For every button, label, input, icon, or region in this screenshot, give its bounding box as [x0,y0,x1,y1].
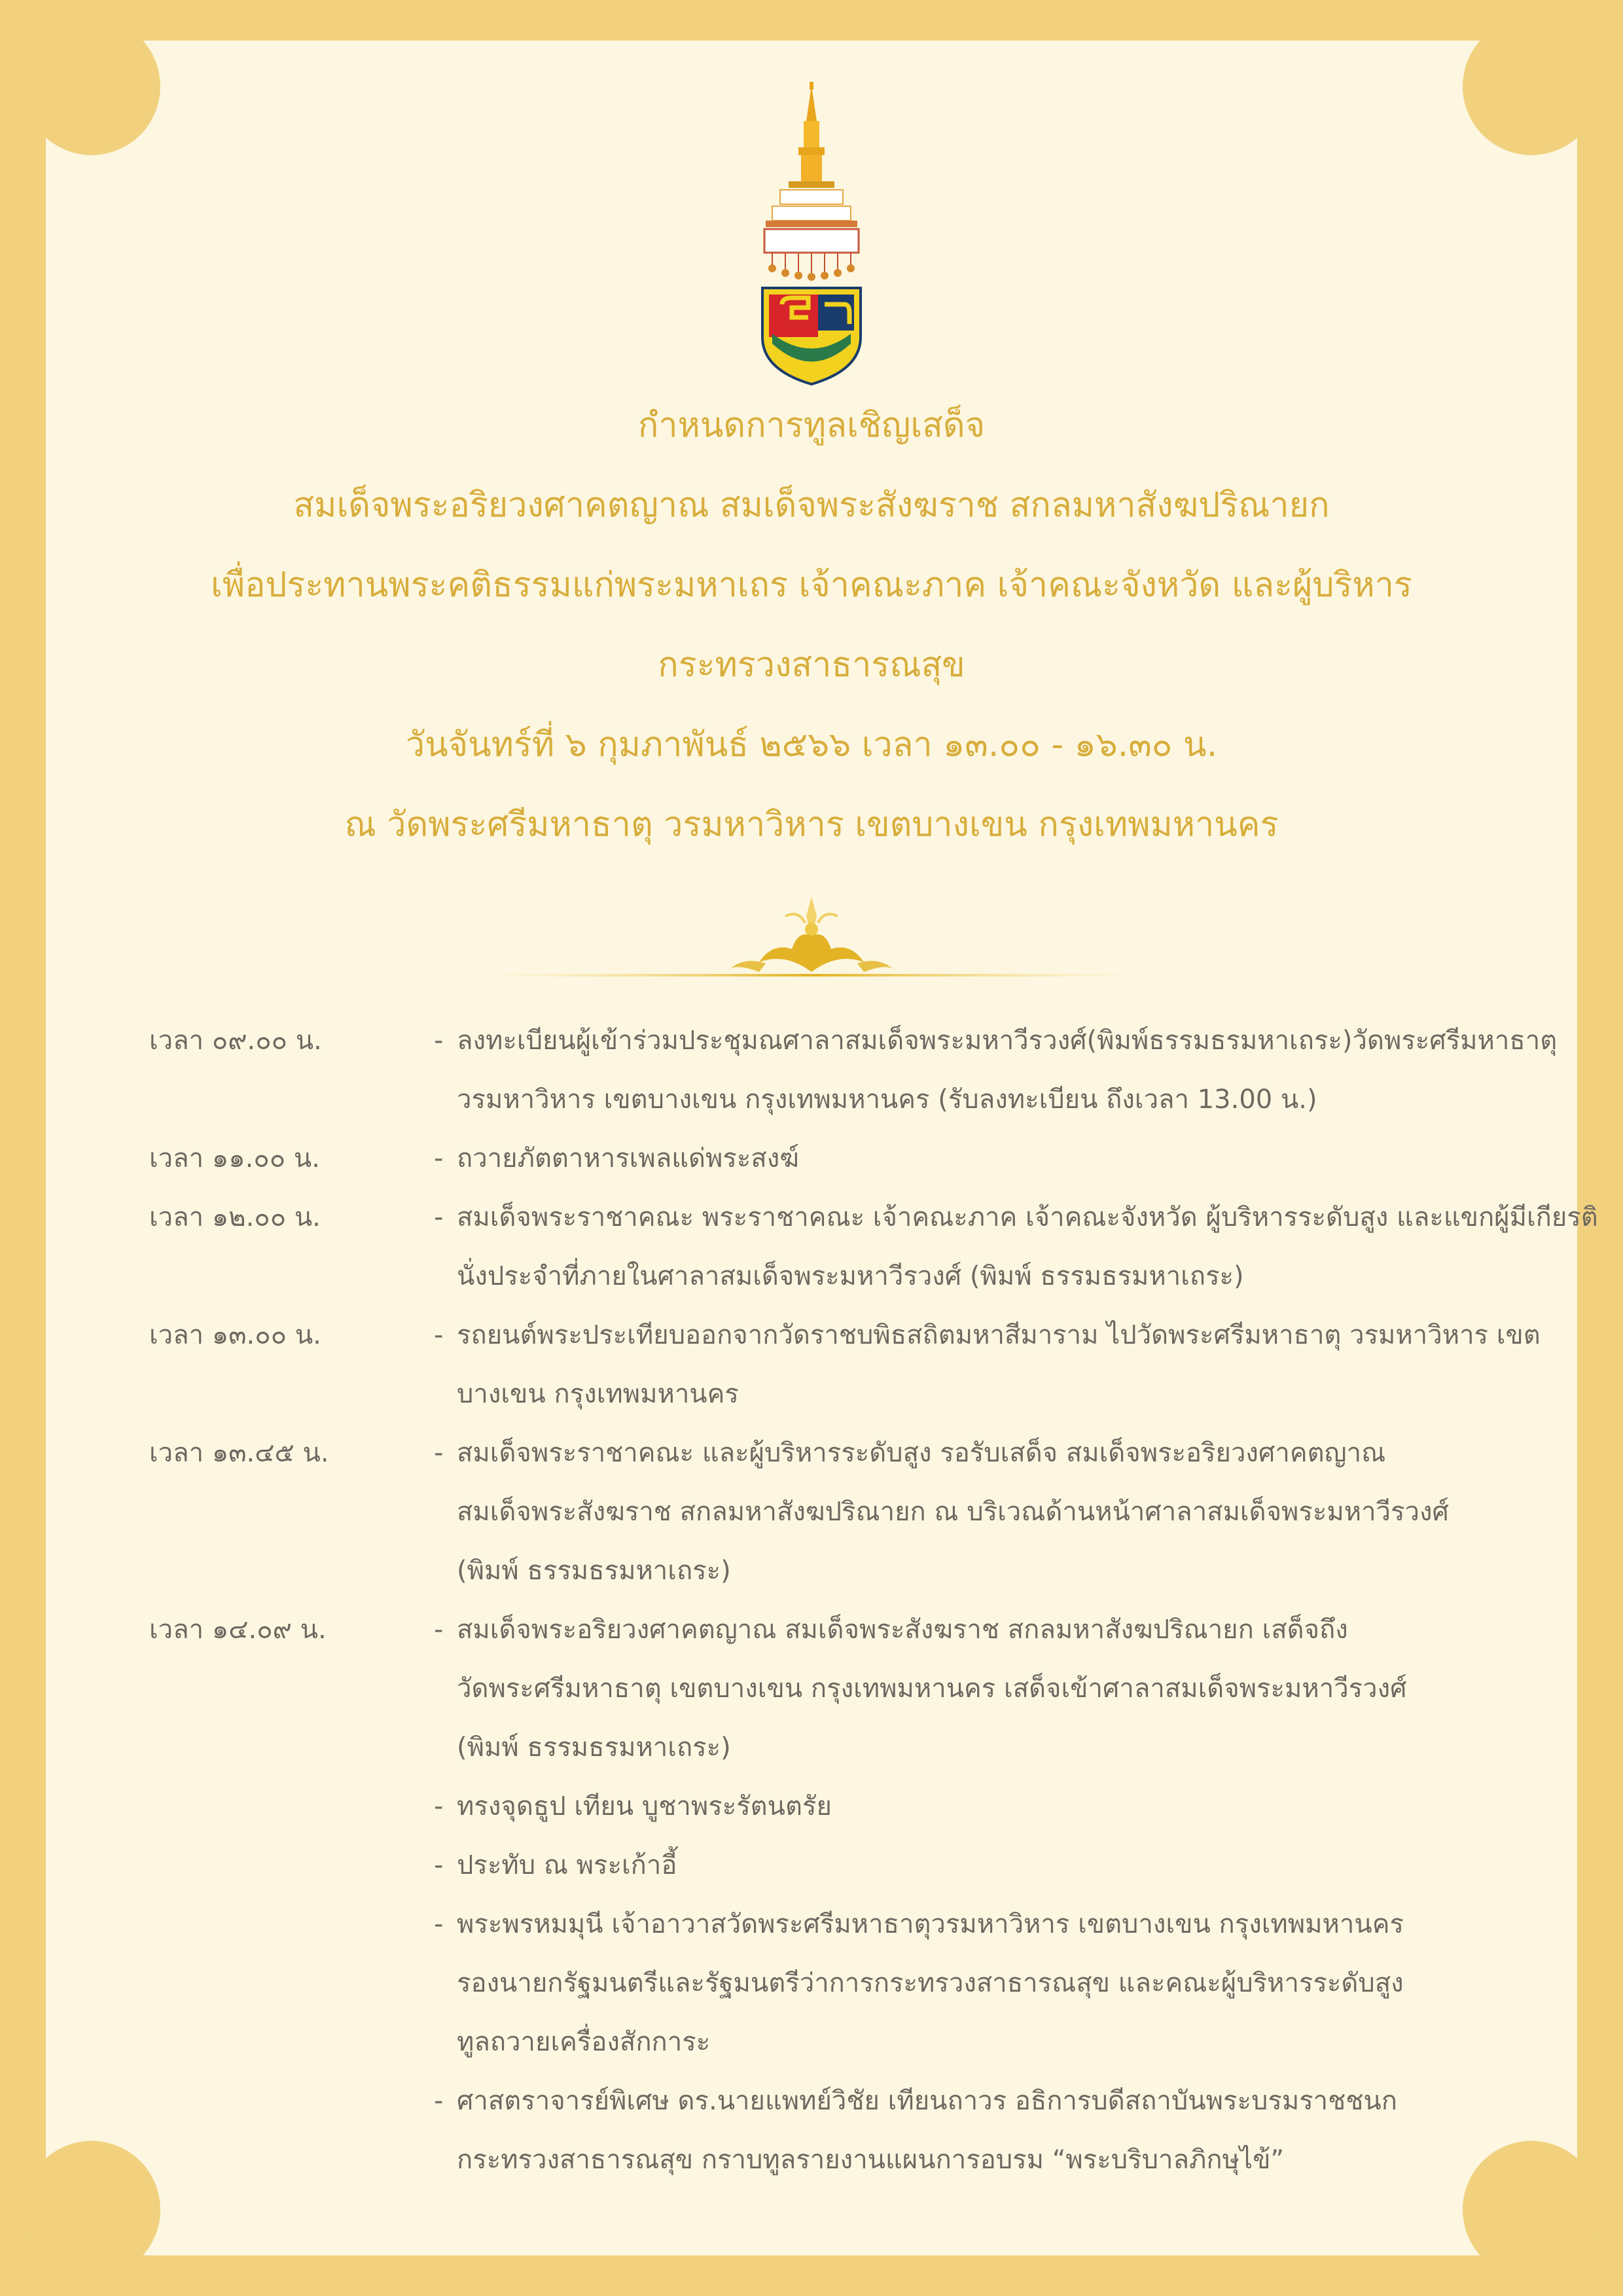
schedule-text-line: ทูลถวายเครื่องสักการะ [457,2027,711,2057]
schedule-text-line: บางเขน กรุงเทพมหานคร [457,1379,739,1409]
schedule-text-line: นั่งประจำที่ภายในศาลาสมเด็จพระมหาวีรวงศ์ (พิมพ์ ธรรมธรมหาเถระ) [457,1261,1244,1291]
schedule-item [149,1306,1541,1424]
schedule-entry [149,1306,1541,1424]
schedule-item [149,1011,1558,1129]
header-venue: ณ วัดพระศรีมหาธาตุ วรมหาวิหาร เขตบางเขน กรุงเทพมหานคร [344,805,1279,844]
schedule-text-line: สมเด็จพระราชาคณะ และผู้บริหารระดับสูง รอรับเสด็จ สมเด็จพระอริยวงศาคตญาณ [457,1438,1386,1468]
schedule-text-line: พระพรหมมุนี เจ้าอาวาสวัดพระศรีมหาธาตุวรมหาวิหาร เขตบางเขน กรุงเทพมหานคร [457,1909,1404,1939]
schedule-text-line: กระทรวงสาธารณสุข กราบทูลรายงานแผนการอบรม “พระบริบาลภิกษุไข้” [457,2145,1285,2175]
schedule-text-line: ถวายภัตตาหารเพลแด่พระสงฆ์ [457,1143,799,1174]
schedule-item [149,2072,1510,2189]
schedule-text-line: วัดพระศรีมหาธาตุ เขตบางเขน กรุงเทพมหานคร เสด็จเข้าศาลาสมเด็จพระมหาวีรวงศ์ [457,1674,1407,1704]
schedule-text-line: ทรงจุดธูป เทียน บูชาพระรัตนตรัย [457,1791,832,1821]
schedule-time: เวลา ๑๓.๐๐ น. [149,1320,321,1350]
schedule-entry [149,1424,1510,1600]
schedule-item [149,1188,1598,1306]
bullet-dash: - [434,1202,444,1232]
schedule-text-line: สมเด็จพระสังฆราช สกลมหาสังฆปริณายก ณ บริเวณด้านหน้าศาลาสมเด็จพระมหาวีรวงศ์ [457,1497,1449,1527]
schedule-time: เวลา ๑๔.๐๙ น. [149,1615,327,1645]
schedule-text-line: (พิมพ์ ธรรมธรมหาเถระ) [457,1556,731,1586]
bullet-dash: - [434,1143,444,1174]
schedule-list [149,1011,1598,2189]
bullet-dash: - [434,1615,444,1645]
document-header [46,406,1577,885]
institute-emblem-logo [746,82,877,386]
bullet-dash: - [434,1850,444,1880]
header-title: กำหนดการทูลเชิญเสด็จ [637,406,986,445]
bullet-dash: - [434,1026,444,1056]
schedule-text-line: สมเด็จพระราชาคณะ พระราชาคณะ เจ้าคณะภาค เจ้าคณะจังหวัด ผู้บริหารระดับสูง และแขกผู้มีเกียรติ [457,1202,1598,1232]
schedule-time: เวลา ๐๙.๐๐ น. [149,1026,322,1056]
schedule-entry [149,1129,1510,1188]
header-purpose: เพื่อประทานพระคติธรรมแก่พระมหาเถร เจ้าคณะภาค เจ้าคณะจังหวัด และผู้บริหาร [211,565,1412,605]
bullet-dash: - [434,1909,444,1939]
header-ministry: กระทรวงสาธารณสุข [658,645,965,685]
schedule-text-line: วรมหาวิหาร เขตบางเขน กรุงเทพมหานคร (รับลงทะเบียน ถึงเวลา 13.00 น.) [457,1085,1317,1115]
schedule-item [149,1777,1510,1836]
schedule-text-line: ประทับ ณ พระเก้าอี้ [457,1850,677,1880]
corner-cutout-top-left [23,18,160,155]
schedule-entry [149,1011,1558,1129]
schedule-time: เวลา ๑๑.๐๐ น. [149,1143,320,1174]
schedule-time: เวลา ๑๓.๔๕ น. [149,1438,329,1468]
schedule-item [149,1895,1510,2072]
corner-cutout-bottom-left [23,2141,160,2278]
header-honoree: สมเด็จพระอริยวงศาคตญาณ สมเด็จพระสังฆราช สกลมหาสังฆปริณายก [293,486,1330,525]
schedule-text-line: สมเด็จพระอริยวงศาคตญาณ สมเด็จพระสังฆราช สกลมหาสังฆปริณายก เสด็จถึง [457,1615,1348,1645]
ornament-divider [484,890,1139,982]
schedule-time: เวลา ๑๒.๐๐ น. [149,1202,321,1232]
schedule-item [149,1836,1510,1895]
schedule-item [149,1424,1510,1600]
schedule-entry [149,1600,1510,2189]
bullet-dash: - [434,1791,444,1821]
schedule-entry [149,1188,1598,1306]
schedule-item [149,1129,1510,1188]
schedule-text-line: รถยนต์พระประเทียบออกจากวัดราชบพิธสถิตมหาสีมาราม ไปวัดพระศรีมหาธาตุ วรมหาวิหาร เขต [457,1320,1541,1350]
schedule-item [149,1600,1510,1777]
bullet-dash: - [434,2086,444,2116]
schedule-text-line: ลงทะเบียนผู้เข้าร่วมประชุมณศาลาสมเด็จพระมหาวีรวงศ์(พิมพ์ธรรมธรมหาเถระ)วัดพระศรีมหาธาตุ [457,1026,1558,1056]
corner-cutout-top-right [1463,18,1600,155]
bullet-dash: - [434,1320,444,1350]
schedule-text-line: ศาสตราจารย์พิเศษ ดร.นายแพทย์วิชัย เทียนถาวร อธิการบดีสถาบันพระบรมราชชนก [457,2086,1397,2116]
bullet-dash: - [434,1438,444,1468]
schedule-text-line: รองนายกรัฐมนตรีและรัฐมนตรีว่าการกระทรวงสาธารณสุข และคณะผู้บริหารระดับสูง [457,1968,1404,1998]
header-date-time: วันจันทร์ที่ ๖ กุมภาพันธ์ ๒๕๖๖ เวลา ๑๓.๐๐ - ๑๖.๓๐ น. [405,725,1218,764]
schedule-text-line: (พิมพ์ ธรรมธรมหาเถระ) [457,1732,731,1763]
